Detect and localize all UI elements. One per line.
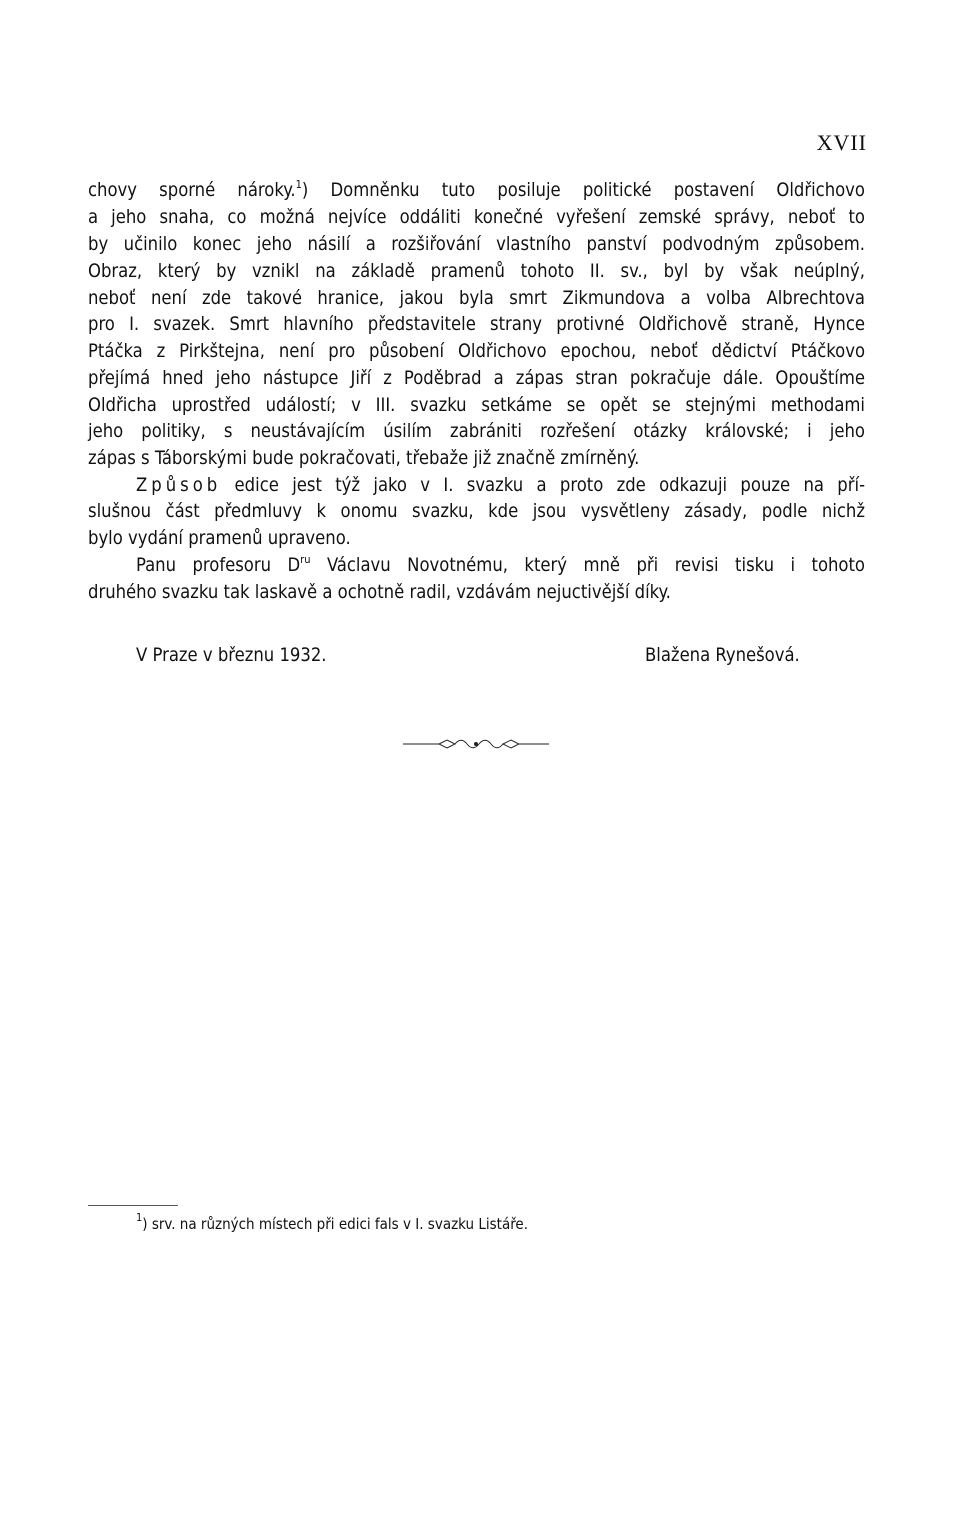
footnote-marker: 1: [295, 178, 302, 191]
text-line: zápas s Táborskými bude pokračovati, třebaže již značně zmírněný.: [88, 448, 640, 469]
text-line: slušnou část předmluvy k onomu svazku, kde jsou vysvětleny zásady, podle nichž: [88, 501, 865, 522]
text-line: Oldřicha uprostřed událostí; v III. svazku setkáme se opět se stejnými methodami: [88, 395, 865, 416]
text-line: druhého svazku tak laskavě a ochotně radil, vzdávám nejuctivější díky.: [88, 582, 671, 603]
text-line: Obraz, který by vznikl na základě pramenů tohoto II. sv., byl by však neúplný,: [88, 261, 865, 282]
text-line: by učinilo konec jeho násilí a rozšiřování vlastního panství podvodným způsobem.: [88, 234, 865, 255]
text-line: přejímá hned jeho nástupce Jiří z Poděbrad a zápas stran pokračuje dále. Opouštíme: [88, 368, 865, 389]
author-signature: Blažena Rynešová.: [645, 645, 800, 666]
text-line: Ptáčka z Pirkštejna, není pro působení Oldřichovo epochou, neboť dědictví Ptáčkovo: [88, 341, 865, 362]
footnote-rule: [88, 1205, 178, 1206]
page-number: XVII: [816, 130, 867, 155]
text-line: Způsob edice jest týž jako v I. svazku a proto zde odkazuji pouze na pří-: [136, 475, 865, 496]
place-date: V Praze v březnu 1932.: [136, 645, 327, 666]
text-line: Panu profesoru $D^{ru}$ Václavu Novotnému, který mně při revisi tisku i tohoto: [136, 553, 865, 576]
text-line: a jeho snaha, co možná nejvíce oddáliti konečné vyřešení zemské správy, neboť to: [88, 207, 865, 228]
text-line: pro I. svazek. Smrt hlavního představitele strany protivné Oldřichově straně, Hynce: [88, 314, 865, 335]
text-line: chovy sporné nároky.$^1$) Domněnku tuto posiluje politické postavení Oldřichovo: [88, 178, 865, 201]
footnote: $^1$) srv. na různých místech při edici fals v I. svazku Listáře.: [136, 1211, 529, 1233]
text-line: neboť není zde takové hranice, jakou byla smrt Zikmundova a volba Albrechtova: [88, 288, 865, 309]
ornament-divider: [403, 736, 549, 752]
text-line: jeho politiky, s neustávajícím úsilím zabrániti rozřešení otázky královské; i jeho: [88, 421, 865, 442]
text-line: bylo vydání pramenů upraveno.: [88, 528, 351, 549]
